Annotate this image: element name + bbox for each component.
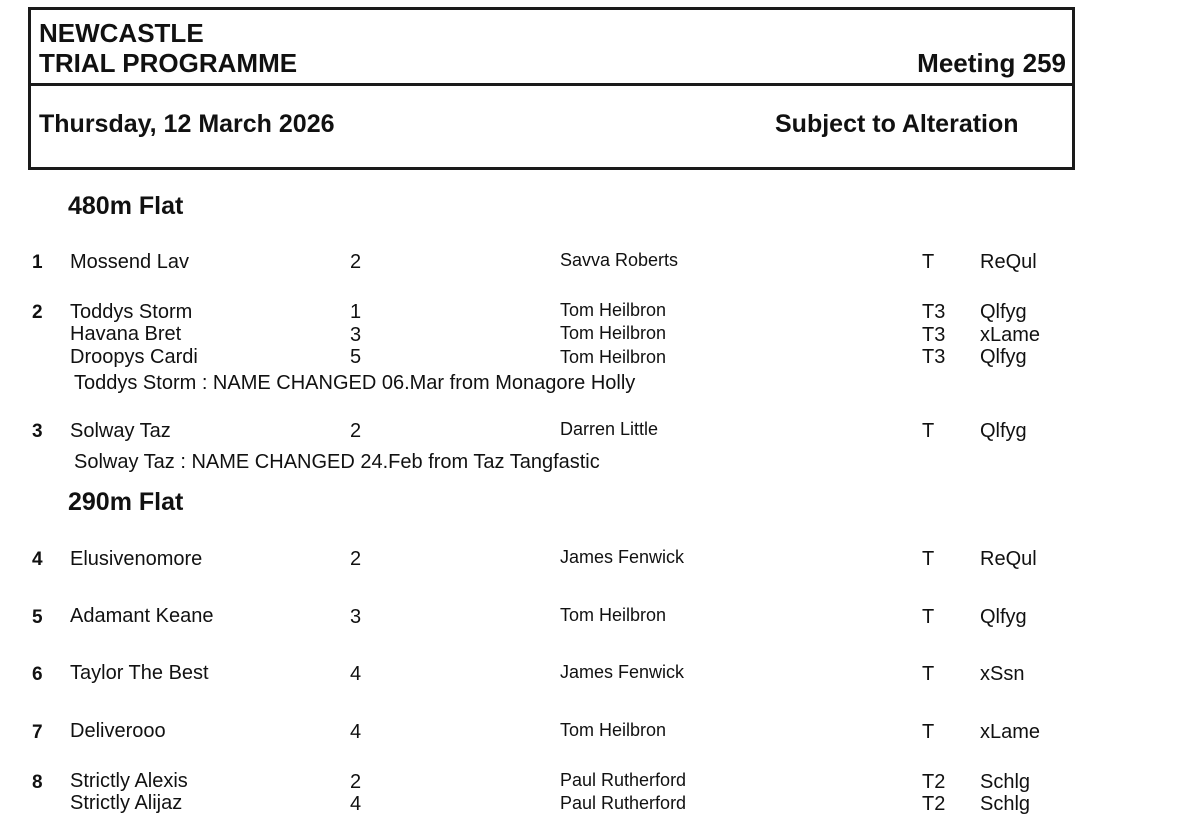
comment: ReQul xyxy=(980,251,1037,273)
comment: Qlfyg xyxy=(980,346,1027,368)
dog-name: Droopys Cardi xyxy=(70,346,198,368)
header-box xyxy=(28,7,1075,170)
comment: xSsn xyxy=(980,663,1025,685)
comment: Qlfyg xyxy=(980,301,1027,323)
comment: xLame xyxy=(980,721,1041,743)
dog-name: Havana Bret xyxy=(70,323,182,345)
race-number: 6 xyxy=(32,664,43,685)
comment: ReQul xyxy=(980,548,1037,570)
trap-number: 1 xyxy=(350,301,362,323)
meeting-number: Meeting 259 xyxy=(917,48,1066,78)
comment: xLame xyxy=(980,324,1041,346)
grade: T2 xyxy=(922,771,946,793)
race-number: 8 xyxy=(32,772,43,793)
race-number: 5 xyxy=(32,607,43,628)
dog-name: Elusivenomore xyxy=(70,548,203,570)
grade: T3 xyxy=(922,324,946,346)
grade: T3 xyxy=(922,346,946,368)
grade: T2 xyxy=(922,793,946,815)
comment: Schlg xyxy=(980,793,1031,815)
grade: T xyxy=(922,606,935,628)
trap-number: 4 xyxy=(350,663,362,685)
race-number: 3 xyxy=(32,421,43,442)
dog-name: Strictly Alexis xyxy=(70,770,188,792)
race-number: 7 xyxy=(32,722,43,743)
trap-number: 4 xyxy=(350,721,362,743)
comment: Qlfyg xyxy=(980,606,1027,628)
trainer-name: Paul Rutherford xyxy=(560,793,687,813)
grade: T xyxy=(922,721,935,743)
meeting-date: Thursday, 12 March 2026 xyxy=(39,110,335,138)
venue-line-2: TRIAL PROGRAMME xyxy=(39,48,298,78)
grade: T xyxy=(922,251,935,273)
trap-number: 2 xyxy=(350,420,362,442)
race-note: Solway Taz : NAME CHANGED 24.Feb from Taz Tangfastic xyxy=(74,451,600,473)
trap-number: 4 xyxy=(350,793,362,815)
grade: T3 xyxy=(922,301,946,323)
trap-number: 2 xyxy=(350,771,362,793)
venue-line-1: NEWCASTLE xyxy=(39,18,204,48)
dog-name: Strictly Alijaz xyxy=(70,792,183,814)
trap-number: 2 xyxy=(350,548,362,570)
trainer-name: Tom Heilbron xyxy=(560,720,667,740)
trainer-name: Darren Little xyxy=(560,419,659,439)
trainer-name: Tom Heilbron xyxy=(560,300,667,320)
race-number: 1 xyxy=(32,252,43,273)
dog-name: Mossend Lav xyxy=(70,251,189,273)
dog-name: Toddys Storm xyxy=(70,301,193,323)
dog-name: Adamant Keane xyxy=(70,605,214,627)
trainer-name: James Fenwick xyxy=(560,547,685,567)
trainer-name: Savva Roberts xyxy=(560,250,679,270)
race-number: 4 xyxy=(32,549,43,570)
venue-title xyxy=(39,18,297,78)
race-note: Toddys Storm : NAME CHANGED 06.Mar from Monagore Holly xyxy=(74,372,636,394)
trainer-name: Tom Heilbron xyxy=(560,347,667,367)
trap-number: 3 xyxy=(350,324,362,346)
trainer-name: Tom Heilbron xyxy=(560,323,667,343)
trainer-name: Paul Rutherford xyxy=(560,770,687,790)
section-title-480m: 480m Flat xyxy=(68,192,184,220)
section-title-290m: 290m Flat xyxy=(68,488,184,516)
trainer-name: James Fenwick xyxy=(560,662,685,682)
dog-name: Taylor The Best xyxy=(70,662,209,684)
trap-number: 5 xyxy=(350,346,362,368)
dog-name: Solway Taz xyxy=(70,420,171,442)
grade: T xyxy=(922,663,935,685)
dog-name: Deliverooo xyxy=(70,720,166,742)
race-number: 2 xyxy=(32,302,43,323)
comment: Schlg xyxy=(980,771,1031,793)
grade: T xyxy=(922,420,935,442)
comment: Qlfyg xyxy=(980,420,1027,442)
grade: T xyxy=(922,548,935,570)
trainer-name: Tom Heilbron xyxy=(560,605,667,625)
status-notice: Subject to Alteration xyxy=(775,110,1019,138)
header-top-row xyxy=(31,10,1072,86)
trap-number: 3 xyxy=(350,606,362,628)
trap-number: 2 xyxy=(350,251,362,273)
